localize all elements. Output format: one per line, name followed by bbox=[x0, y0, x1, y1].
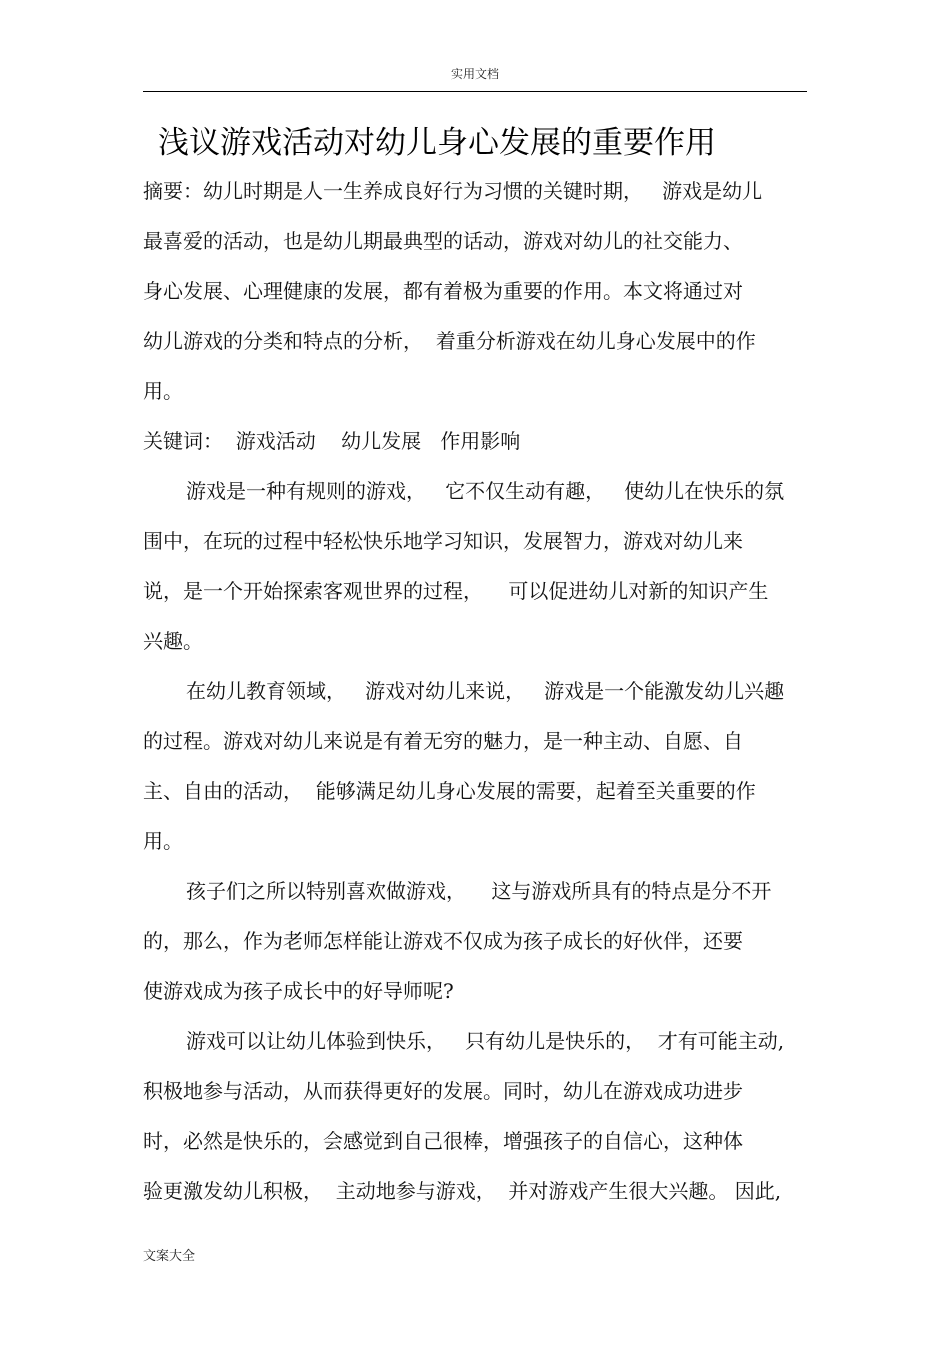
footer-label: 文案大全 bbox=[143, 1249, 196, 1264]
text-line: 使游戏成为孩子成长中的好导师呢? bbox=[143, 979, 454, 1003]
text-line: 游戏是一种有规则的游戏， 它不仅生动有趣， 使幼儿在快乐的氛 bbox=[186, 479, 785, 503]
text-line: 时，必然是快乐的，会感觉到自己很棒，增强孩子的自信心，这种体 bbox=[143, 1129, 743, 1153]
text-line: 用。 bbox=[143, 829, 183, 853]
text-line: 的，那么，作为老师怎样能让游戏不仅成为孩子成长的好伙伴，还要 bbox=[143, 929, 743, 953]
text-line: 围中，在玩的过程中轻松快乐地学习知识，发展智力，游戏对幼儿来 bbox=[143, 529, 743, 553]
document-title: 浅议游戏活动对幼儿身心发展的重要作用 bbox=[158, 125, 716, 161]
text-line: 主、自由的活动， 能够满足幼儿身心发展的需要，起着至关重要的作 bbox=[143, 779, 756, 803]
text-line: 用。 bbox=[143, 379, 183, 403]
text-line: 孩子们之所以特别喜欢做游戏， 这与游戏所具有的特点是分不开 bbox=[186, 879, 772, 903]
text-line: 验更激发幼儿积极， 主动地参与游戏， 并对游戏产生很大兴趣。 因此, bbox=[143, 1179, 782, 1203]
text-line: 摘要：幼儿时期是人一生养成良好行为习惯的关键时期， 游戏是幼儿 bbox=[143, 179, 763, 203]
text-line: 幼儿游戏的分类和特点的分析， 着重分析游戏在幼儿身心发展中的作 bbox=[143, 329, 756, 353]
text-line: 在幼儿教育领域， 游戏对幼儿来说， 游戏是一个能激发幼儿兴趣 bbox=[186, 679, 785, 703]
text-line: 的过程。游戏对幼儿来说是有着无穷的魅力，是一种主动、自愿、自 bbox=[143, 729, 743, 753]
text-line: 最喜爱的活动，也是幼儿期最典型的话动，游戏对幼儿的社交能力、 bbox=[143, 229, 743, 253]
text-line: 游戏可以让幼儿体验到快乐， 只有幼儿是快乐的， 才有可能主动, bbox=[186, 1029, 785, 1053]
header-rule bbox=[143, 91, 807, 92]
text-line: 身心发展、心理健康的发展，都有着极为重要的作用。本文将通过对 bbox=[143, 279, 743, 303]
keywords-line: 关键词： 游戏活动 幼儿发展 作用影响 bbox=[143, 429, 521, 453]
header-label: 实用文档 bbox=[450, 67, 499, 81]
text-line: 说，是一个开始探索客观世界的过程， 可以促进幼儿对新的知识产生 bbox=[143, 579, 769, 603]
text-line: 兴趣。 bbox=[143, 629, 203, 653]
text-line: 积极地参与活动，从而获得更好的发展。同时，幼儿在游戏成功进步 bbox=[143, 1079, 743, 1103]
